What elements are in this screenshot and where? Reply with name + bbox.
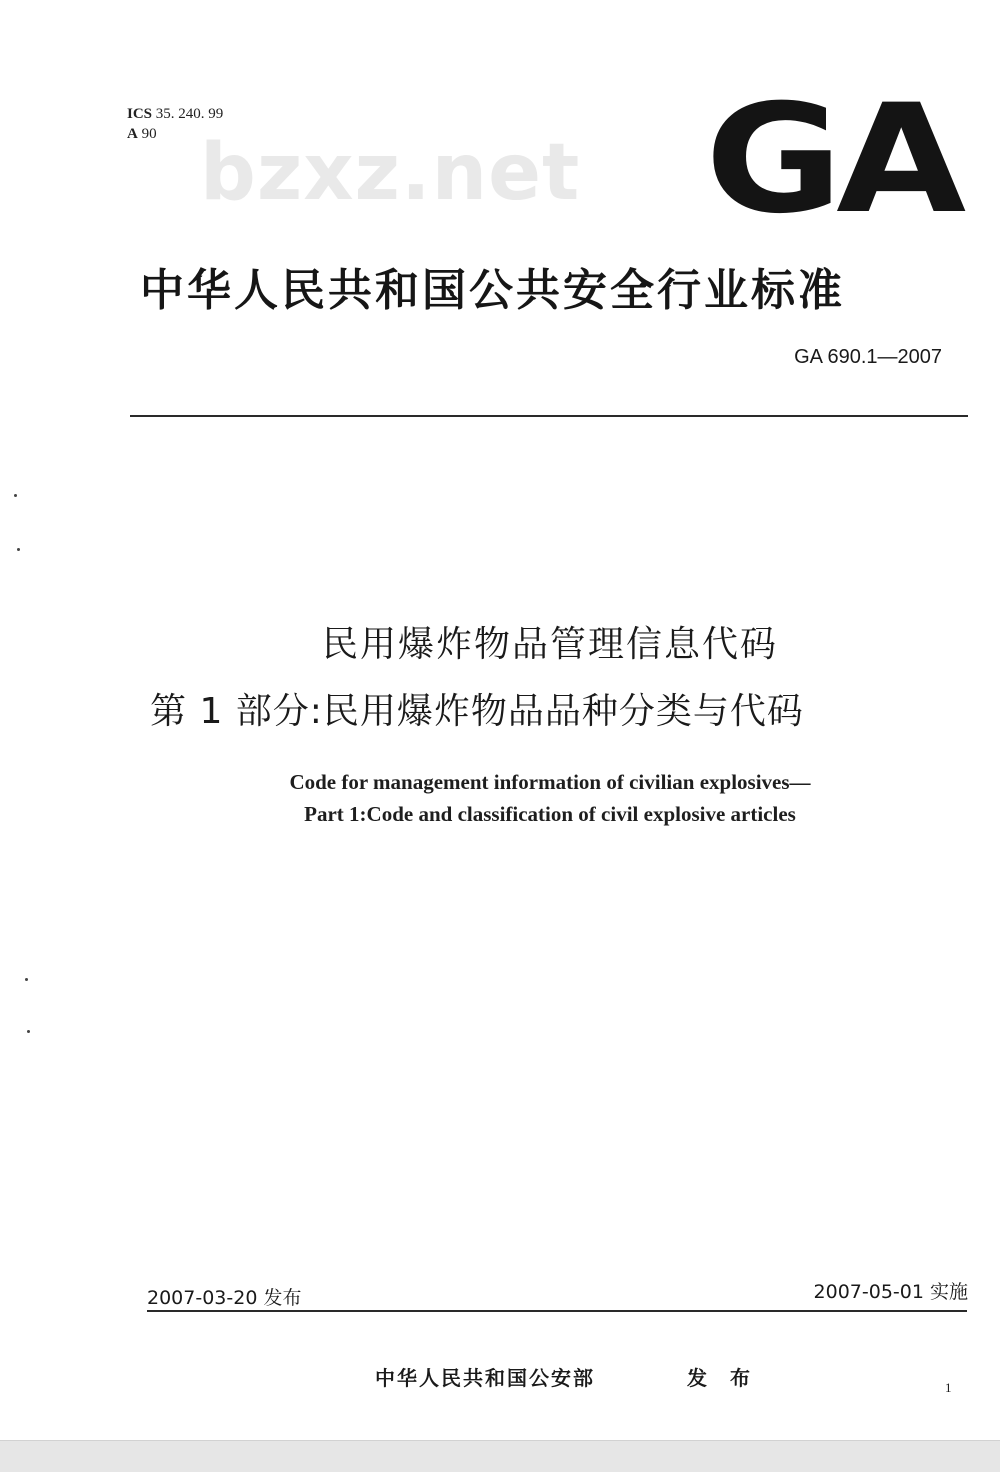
- industry-standard-title: 中华人民共和国公共安全行业标准: [140, 265, 845, 316]
- standard-number: GA 690.1—2007: [794, 346, 942, 368]
- header-divider: [130, 415, 968, 417]
- ics-code: 35. 240. 99: [155, 106, 224, 122]
- chinese-title-line-2: 第 1 部分:民用爆炸物品品种分类与代码: [150, 691, 804, 732]
- footer-divider: [147, 1310, 967, 1312]
- chinese-title-line-1: 民用爆炸物品管理信息代码: [321, 624, 778, 665]
- scan-speck: [17, 548, 20, 551]
- ics-prefix: ICS: [127, 106, 153, 122]
- scan-speck: [25, 978, 28, 981]
- page-number: 1: [945, 1380, 952, 1395]
- ccs-code: 90: [141, 126, 157, 142]
- implementation-date: 2007-05-01 实施: [813, 1281, 968, 1303]
- english-title-line-1: Code for management information of civilian explosives—: [289, 770, 811, 794]
- ga-logo: GA: [705, 73, 960, 247]
- ccs-prefix: A: [127, 126, 138, 142]
- scan-speck: [14, 494, 17, 497]
- viewer-bottom-strip: [0, 1440, 1000, 1472]
- publisher-name: 中华人民共和国公安部: [375, 1366, 595, 1390]
- english-title-line-2: Part 1:Code and classification of civil explosive articles: [304, 802, 796, 826]
- publish-label: 发 布: [687, 1366, 758, 1390]
- watermark-text: bzxz.net: [200, 128, 581, 218]
- issue-date: 2007-03-20 发布: [147, 1287, 302, 1309]
- scan-speck: [27, 1030, 30, 1033]
